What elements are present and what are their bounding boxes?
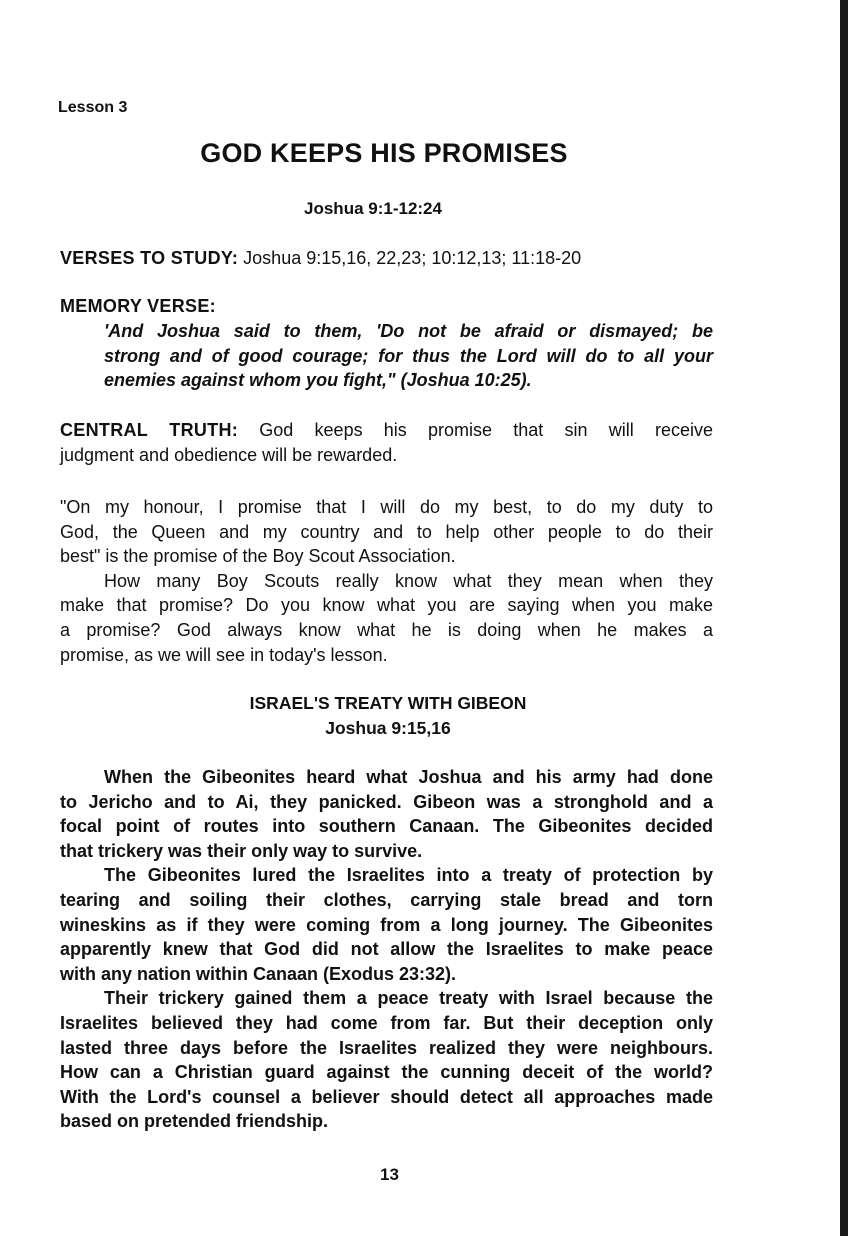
verses-to-study-text: Joshua 9:15,16, 22,23; 10:12,13; 11:18-20 xyxy=(238,248,582,268)
text-line: best" is the promise of the Boy Scout Association. xyxy=(60,546,456,567)
memory-verse xyxy=(104,319,713,393)
text-line: With the Lord's counsel a believer should detect all approaches made xyxy=(60,1086,713,1107)
memory-verse-label xyxy=(60,294,713,319)
section-heading-block xyxy=(0,691,776,741)
text-line: 'And Joshua said to them, 'Do not be afraid or dismayed; be xyxy=(104,321,713,341)
paragraph xyxy=(60,986,713,1134)
text-line: "On my honour, I promise that I will do my best, to do my duty to xyxy=(60,497,713,517)
central-truth xyxy=(60,418,713,467)
central-truth-text: God keeps his promise that sin will receive xyxy=(238,420,713,440)
lesson-label: Lesson 3 xyxy=(58,99,128,116)
text-line: focal point of routes into southern Canaan. The Gibeonites decided xyxy=(60,816,713,837)
text-line: lasted three days before the Israelites realized they were neighbours. xyxy=(60,1037,713,1058)
text-line: apparently knew that God did not allow the Israelites to make peace xyxy=(60,939,713,960)
page-number: 13 xyxy=(380,1165,399,1184)
text-line: make that promise? Do you know what you are saying when you make xyxy=(60,595,713,616)
text-line: How can a Christian guard against the cunning deceit of the world? xyxy=(60,1062,713,1083)
text-line: Their trickery gained them a peace treaty with Israel because the xyxy=(104,988,713,1009)
text-line: promise, as we will see in today's lesson. xyxy=(60,644,388,665)
section-heading: ISRAEL'S TREATY WITH GIBEON xyxy=(249,693,527,713)
scripture-reference: Joshua 9:1-12:24 xyxy=(304,199,442,218)
text-line: How many Boy Scouts really know what they mean when they xyxy=(104,570,713,591)
text-line: enemies against whom you fight," (Joshua 10:25). xyxy=(104,370,532,391)
text-line: to Jericho and to Ai, they panicked. Gibeon was a stronghold and a xyxy=(60,791,713,812)
scan-border xyxy=(840,0,848,1236)
text-line: with any nation within Canaan (Exodus 23:32). xyxy=(60,963,457,984)
intro-text xyxy=(60,495,713,667)
central-truth-label: CENTRAL TRUTH: xyxy=(60,420,239,440)
verses-to-study-label: VERSES TO STUDY: xyxy=(60,248,239,268)
verses-to-study xyxy=(60,246,713,271)
text-line: wineskins as if they were coming from a long journey. The Gibeonites xyxy=(60,914,713,935)
text-line: Israelites believed they had come from far. But their deception only xyxy=(60,1012,713,1033)
paragraph xyxy=(60,863,713,986)
memory-verse-label-text: MEMORY VERSE: xyxy=(60,296,216,316)
text-line: tearing and soiling their clothes, carrying stale bread and torn xyxy=(60,889,713,910)
paragraph xyxy=(60,495,713,569)
paragraph xyxy=(60,569,713,667)
text-line: God, the Queen and my country and to help other people to do their xyxy=(60,521,713,542)
paragraph xyxy=(60,765,713,863)
text-line: When the Gibeonites heard what Joshua and his army had done xyxy=(104,767,713,787)
central-truth-text-2: judgment and obedience will be rewarded. xyxy=(60,444,398,465)
text-line: that trickery was their only way to survive. xyxy=(60,840,423,861)
text-line: The Gibeonites lured the Israelites into a treaty of protection by xyxy=(104,865,713,886)
section-reference: Joshua 9:15,16 xyxy=(325,718,451,738)
text-line: strong and of good courage; for thus the Lord will do to all your xyxy=(104,345,713,366)
page-title: GOD KEEPS HIS PROMISES xyxy=(200,138,568,168)
section-text xyxy=(60,765,713,1134)
text-line: based on pretended friendship. xyxy=(60,1111,329,1132)
text-line: a promise? God always know what he is doing when he makes a xyxy=(60,619,713,640)
